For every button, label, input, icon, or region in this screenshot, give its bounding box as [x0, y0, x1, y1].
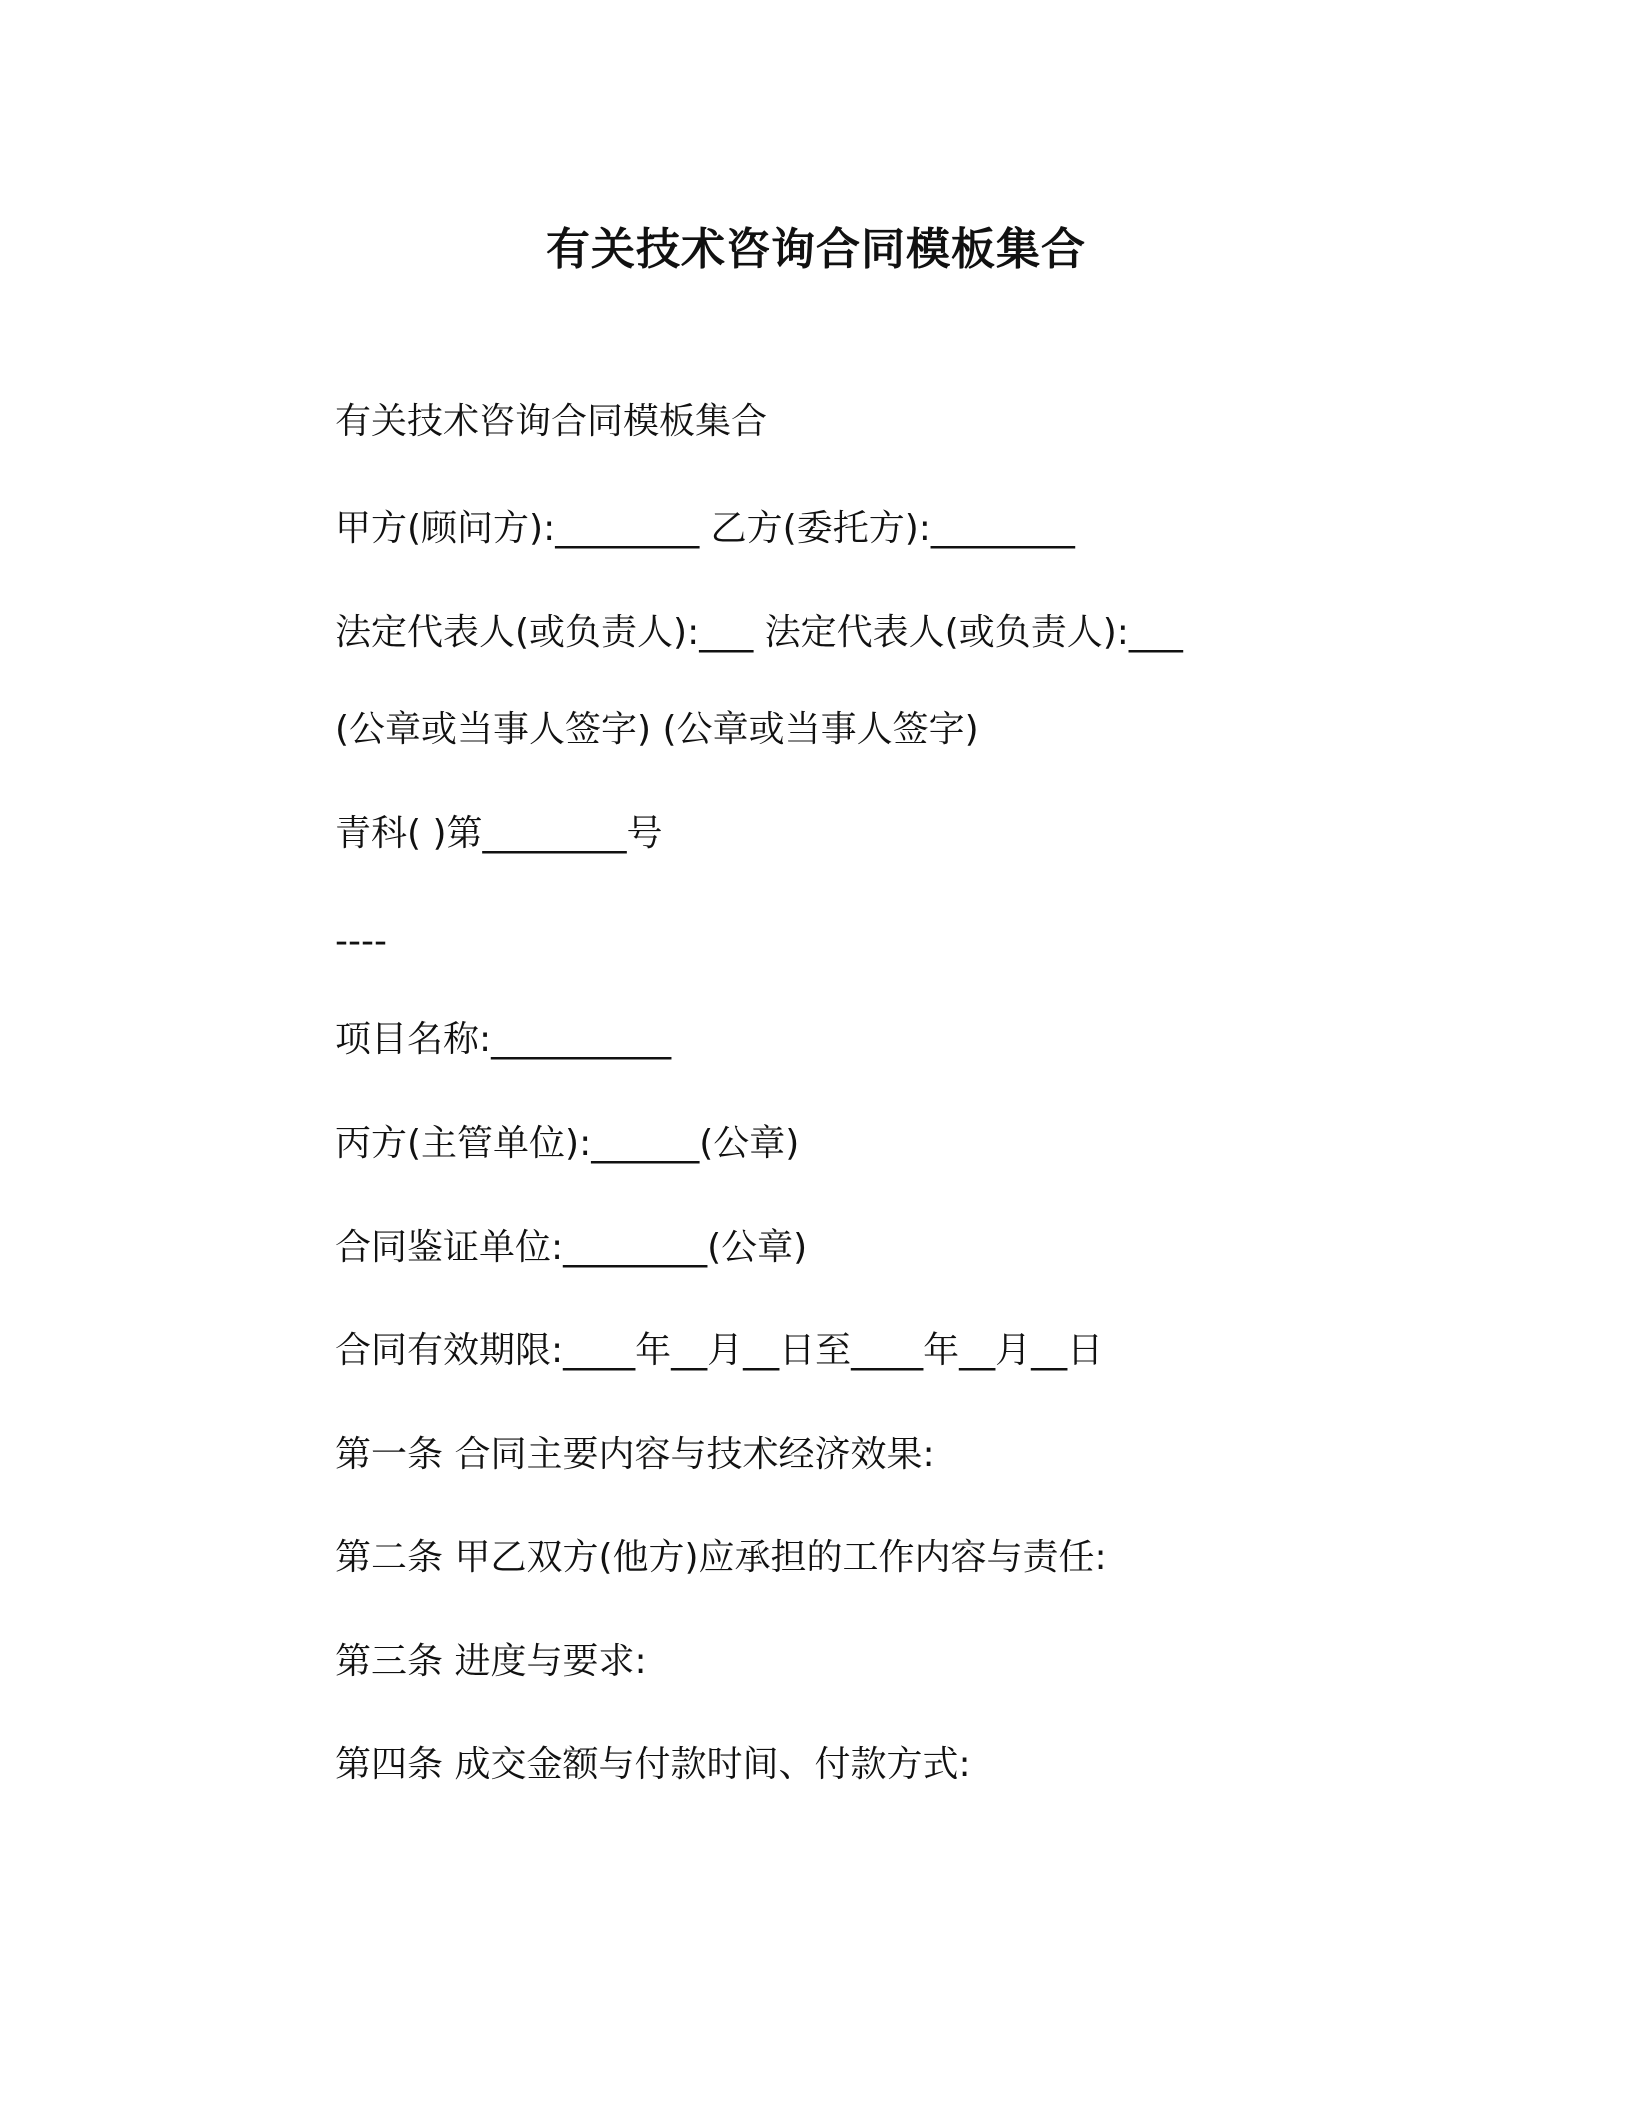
- separator-line: ----: [335, 921, 387, 962]
- article-4-line: 第四条 成交金额与付款时间、付款方式:: [335, 1744, 971, 1785]
- validity-period-line: 合同有效期限:____年__月__日至____年__月__日: [335, 1330, 1104, 1371]
- verification-unit-line: 合同鉴证单位:________(公章): [335, 1227, 808, 1268]
- document-title: 有关技术咨询合同模板集合: [546, 224, 1086, 275]
- article-2-line: 第二条 甲乙双方(他方)应承担的工作内容与责任:: [335, 1537, 1107, 1578]
- contract-number-line: 青科( )第________号: [335, 813, 663, 854]
- party-a-b-line: 甲方(顾问方):________ 乙方(委托方):________: [335, 508, 1075, 549]
- seal-signature-line: (公章或当事人签字) (公章或当事人签字): [335, 709, 979, 750]
- article-3-line: 第三条 进度与要求:: [335, 1641, 647, 1682]
- party-c-line: 丙方(主管单位):______(公章): [335, 1123, 800, 1164]
- project-name-line: 项目名称:__________: [335, 1019, 672, 1060]
- legal-representative-line: 法定代表人(或负责人):___ 法定代表人(或负责人):___: [335, 612, 1183, 653]
- article-1-line: 第一条 合同主要内容与技术经济效果:: [335, 1434, 935, 1475]
- subtitle-line: 有关技术咨询合同模板集合: [335, 401, 768, 442]
